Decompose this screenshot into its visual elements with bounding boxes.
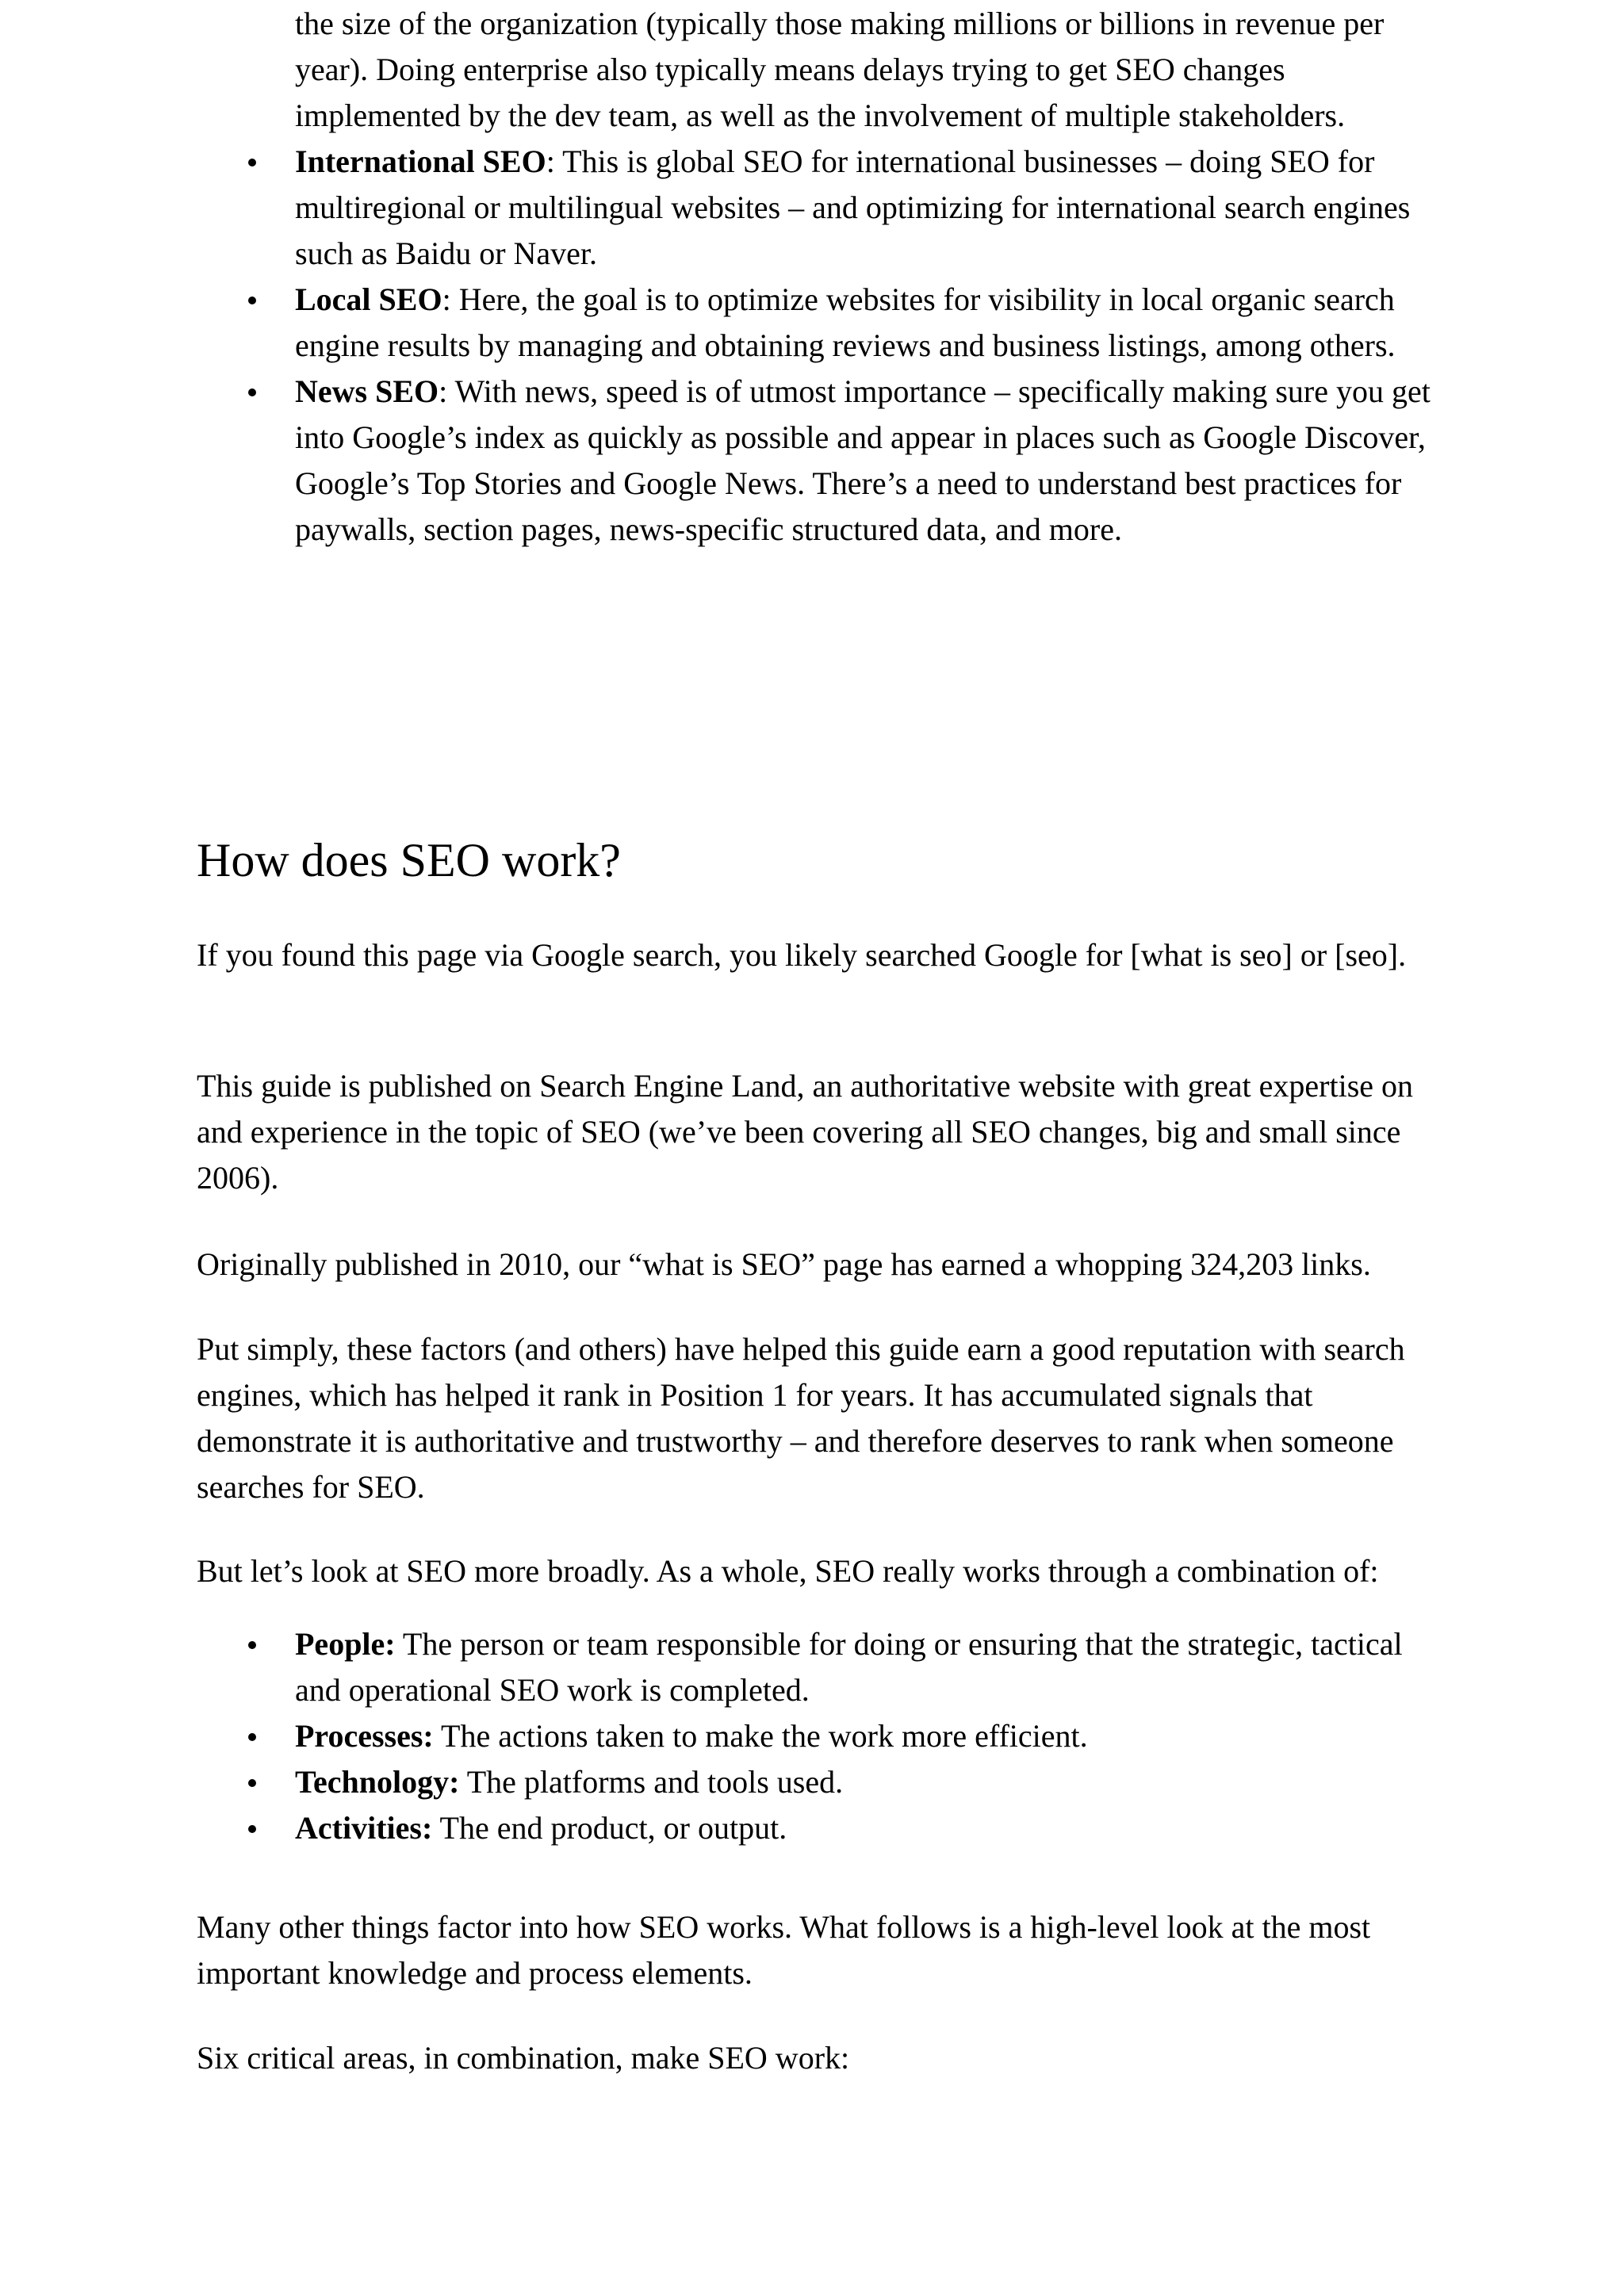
list-item-activities — [197, 1805, 1451, 1851]
paragraph: Six critical areas, in combination, make SEO work: — [197, 2040, 850, 2076]
list-item-technology — [197, 1759, 1451, 1805]
seo-components-list — [197, 1621, 1451, 1851]
list-item-text: : Here, the goal is to optimize websites for visibility in local organic search engine results by managing and obtaining reviews and business listings, among others. — [295, 281, 1396, 363]
list-item-term: News SEO — [295, 373, 439, 409]
paragraph: If you found this page via Google search, you likely searched Google for [what is seo] or [seo]. — [197, 937, 1407, 973]
list-item-text: The end product, or output. — [432, 1810, 787, 1846]
list-item-people — [197, 1621, 1451, 1713]
list-item-term: Activities: — [295, 1810, 433, 1846]
paragraph: Put simply, these factors (and others) have helped this guide earn a good reputation with search engines, which has helped it rank in Position 1 for years. It has accumulated signals that demonstrate it is authoritative and trustworthy – and therefore deserves to rank when someone searches for SEO. — [197, 1331, 1405, 1505]
list-item-text: The person or team responsible for doing or ensuring that the strategic, tactical and operational SEO work is completed. — [295, 1626, 1403, 1708]
list-item-local-seo — [197, 277, 1451, 369]
seo-types-list — [197, 1, 1451, 553]
paragraph: Originally published in 2010, our “what is SEO” page has earned a whopping 324,203 links. — [197, 1246, 1371, 1282]
list-item-text: the size of the organization (typically those making millions or billions in revenue per year). Doing enterprise also typically means delays trying to get SEO changes implemented by the dev team, as well as the involvement of multiple stakeholders. — [295, 6, 1385, 133]
paragraph: This guide is published on Search Engine Land, an authoritative website with great expertise on and experience in the topic of SEO (we’ve been covering all SEO changes, big and small since 2006). — [197, 1068, 1414, 1196]
list-item-term: Technology: — [295, 1764, 460, 1800]
list-item-news-seo — [197, 369, 1451, 553]
section-heading: How does SEO work? — [197, 834, 621, 886]
list-item-term: Processes: — [295, 1718, 434, 1754]
list-item-text: : This is global SEO for international businesses – doing SEO for multiregional or multilingual websites – and optimizing for international search engines such as Baidu or Naver. — [295, 144, 1411, 271]
list-item-continuation — [197, 1, 1451, 139]
list-item-processes — [197, 1713, 1451, 1759]
list-item-international-seo — [197, 139, 1451, 277]
list-item-text: The platforms and tools used. — [459, 1764, 844, 1800]
paragraph: Many other things factor into how SEO works. What follows is a high-level look at the most important knowledge and process elements. — [197, 1909, 1371, 1991]
list-item-text: The actions taken to make the work more efficient. — [433, 1718, 1088, 1754]
list-item-term: International SEO — [295, 144, 546, 179]
list-item-term: People: — [295, 1626, 396, 1662]
list-item-term: Local SEO — [295, 281, 442, 317]
list-item-text: : With news, speed is of utmost importance – specifically making sure you get into Google’s index as quickly as possible and appear in places such as Google Discover, Google’s Top Stories and Google News. There’s a need to understand best practices for paywalls, section pages, news-specific structured data, and more. — [295, 373, 1431, 547]
paragraph: But let’s look at SEO more broadly. As a whole, SEO really works through a combination of: — [197, 1553, 1379, 1589]
